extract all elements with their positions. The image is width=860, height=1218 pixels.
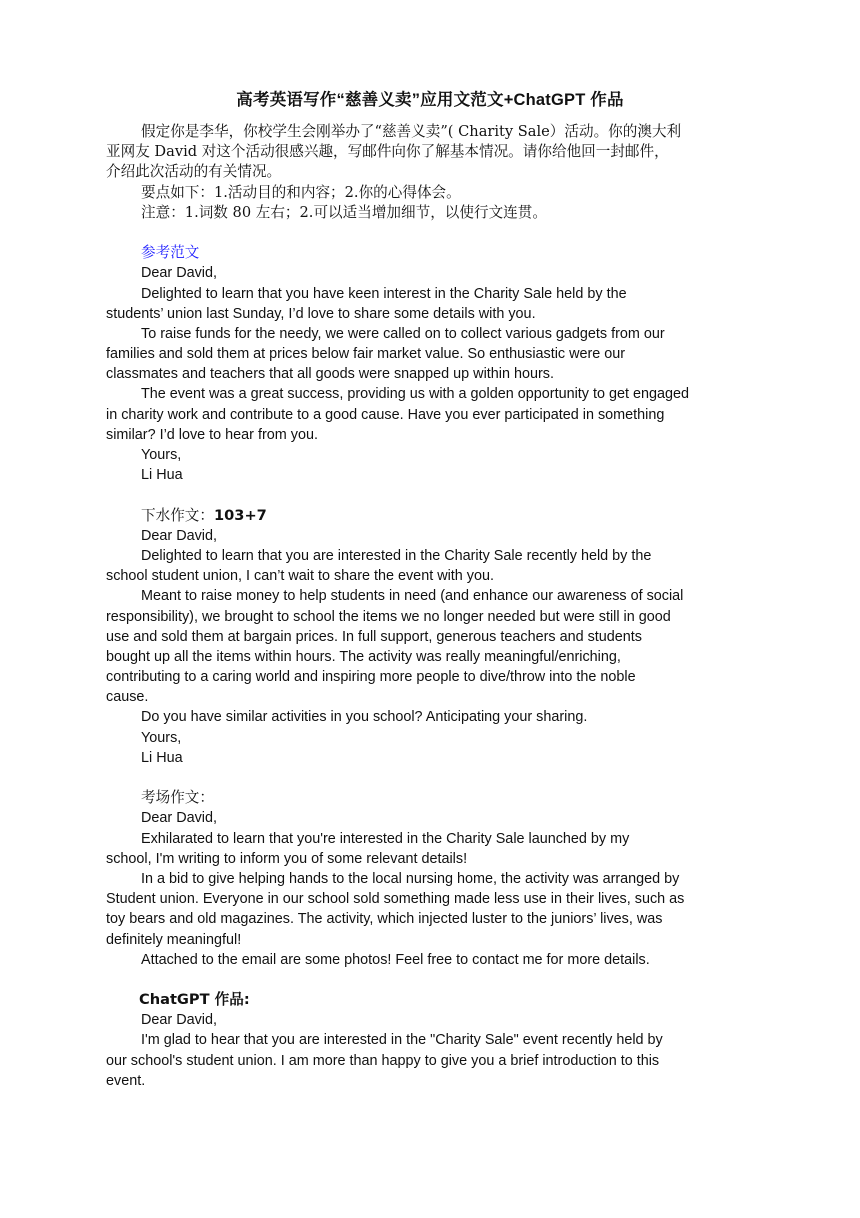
lower-signature: Li Hua xyxy=(141,749,183,766)
sample-text-line: students’ union last Sunday, I’d love to share some details with you. xyxy=(106,305,536,322)
lower-heading-label: 下水作文： xyxy=(141,506,214,524)
exam-text-line: In a bid to give helping hands to the local nursing home, the activity was arranged by xyxy=(141,870,680,887)
chatgpt-heading-en: ChatGPT xyxy=(139,991,210,1009)
sample-text-line: Delighted to learn that you have keen interest in the Charity Sale held by the xyxy=(141,285,627,302)
chatgpt-text-line: event. xyxy=(106,1072,146,1089)
spacer xyxy=(106,768,756,788)
spacer xyxy=(106,223,756,243)
chatgpt-greeting: Dear David, xyxy=(141,1012,217,1029)
prompt-notes: 注意：1.词数 80 左右；2.可以适当增加细节，以使行文连贯。 xyxy=(141,203,547,221)
prompt-line: 假定你是李华，你校学生会刚举办了“慈善义卖”( Charity Sale）活动。你的澳大利 xyxy=(141,123,682,140)
exam-greeting: Dear David, xyxy=(141,810,217,827)
lower-greeting: Dear David, xyxy=(141,527,217,544)
lower-text-line: school student union, I can’t wait to share the event with you. xyxy=(106,568,494,585)
lower-text-line: contributing to a caring world and inspiring more people to dive/throw into the noble xyxy=(106,669,636,686)
sample-text-line: families and sold them at prices below fair market value. So enthusiastic were our xyxy=(106,346,626,363)
exam-text-line: Exhilarated to learn that you're interested in the Charity Sale launched by my xyxy=(141,830,630,847)
exam-text-line: school, I'm writing to inform you of some relevant details! xyxy=(106,850,468,867)
exam-text-line: Student union. Everyone in our school sold something made less use in their lives, such as xyxy=(106,891,685,908)
lower-closing: Yours, xyxy=(141,729,182,746)
lower-text-line: bought up all the items within hours. The activity was really meaningful/enriching, xyxy=(106,648,621,665)
exam-heading: 考场作文： xyxy=(141,789,214,807)
exam-text-line: Attached to the email are some photos! Feel free to contact me for more details. xyxy=(141,951,650,968)
sample-closing: Yours, xyxy=(141,447,182,463)
lower-text-line: responsibility), we brought to school the items we no longer needed but were still in good xyxy=(106,608,671,625)
lower-score: 103+7 xyxy=(213,506,267,524)
sample-text-line: similar? I’d love to hear from you. xyxy=(106,426,318,443)
sample-text-line: To raise funds for the needy, we were called on to collect various gadgets from our xyxy=(141,325,665,342)
lower-heading xyxy=(106,506,756,526)
lower-text-line: Meant to raise money to help students in need (and enhance our awareness of social xyxy=(141,588,684,605)
sample-text-line: The event was a great success, providing us with a golden opportunity to get engaged xyxy=(141,386,689,403)
exam-text-line: toy bears and old magazines. The activity, which injected luster to the juniors’ lives, was xyxy=(106,911,663,928)
sample-text-line: in charity work and contribute to a good cause. Have you ever participated in something xyxy=(106,406,665,423)
lower-text-line: cause. xyxy=(106,689,149,706)
spacer xyxy=(106,485,756,505)
lower-text-line: Do you have similar activities in you school? Anticipating your sharing. xyxy=(141,709,588,726)
chatgpt-heading-cn: 作品: xyxy=(209,991,250,1009)
sample-heading: 参考范文 xyxy=(141,244,200,262)
prompt-points: 要点如下：1.活动目的和内容；2.你的心得体会。 xyxy=(141,183,461,201)
chatgpt-text-line: I'm glad to hear that you are interested in the "Charity Sale" event recently held by xyxy=(141,1032,663,1049)
lower-text-line: use and sold them at bargain prices. In full support, generous teachers and students xyxy=(106,628,642,645)
chatgpt-text-line: our school's student union. I am more than happy to give you a brief introduction to this xyxy=(106,1052,660,1069)
spacer xyxy=(106,970,756,990)
sample-text-line: classmates and teachers that all goods were snapped up within hours. xyxy=(106,366,554,383)
prompt-line: 介绍此次活动的有关情况。 xyxy=(106,163,282,181)
prompt-line: 亚网友 David 对这个活动很感兴趣，写邮件向你了解基本情况。请你给他回一封邮件， xyxy=(106,143,669,161)
sample-signature: Li Hua xyxy=(141,467,183,484)
exam-text-line: definitely meaningful! xyxy=(106,931,242,948)
chatgpt-heading xyxy=(106,990,756,1010)
lower-text-line: Delighted to learn that you are interested in the Charity Sale recently held by the xyxy=(141,547,652,564)
sample-greeting: Dear David, xyxy=(141,265,217,282)
document-body xyxy=(106,122,756,1091)
document-title: 高考英语写作“慈善义卖”应用文范文+ChatGPT 作品 xyxy=(236,91,624,109)
